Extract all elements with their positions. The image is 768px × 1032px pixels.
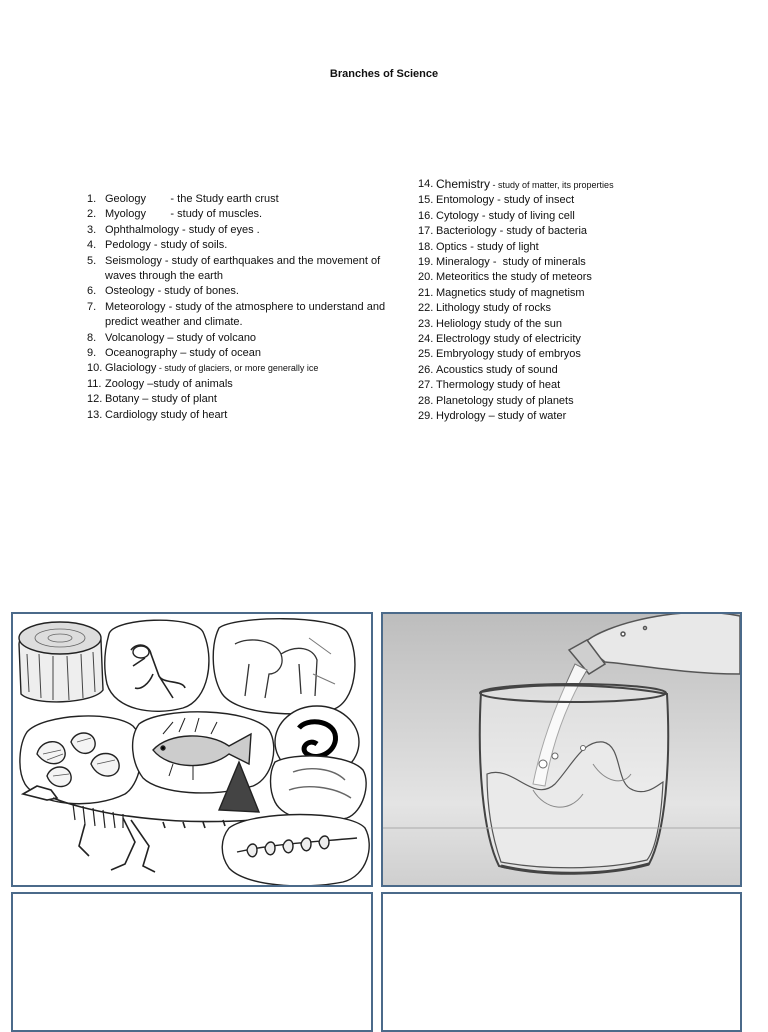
- item-desc: - the Study earth crust: [145, 193, 279, 205]
- item-desc: - study of bacteria: [496, 225, 588, 238]
- list-item: [418, 394, 738, 409]
- item-desc: study of magnetism: [486, 286, 585, 299]
- dinosaur-skeleton: [23, 786, 253, 872]
- item-term: Thermology: [436, 379, 495, 392]
- item-desc: study of sound: [483, 363, 558, 376]
- list-item: [418, 270, 738, 285]
- item-number: 16.: [418, 209, 434, 222]
- item-desc: – study of plant: [139, 393, 217, 406]
- list-item: [418, 378, 738, 393]
- item-number: 20.: [418, 271, 434, 284]
- item-desc: - study of muscles.: [145, 208, 263, 221]
- item-number: 13.: [87, 408, 103, 421]
- item-term: Ophthalmology: [105, 223, 179, 236]
- item-desc: study of the sun: [481, 317, 562, 330]
- item-term: Entomology: [436, 194, 495, 207]
- item-term: Myology: [105, 208, 146, 221]
- list-item: [418, 177, 738, 193]
- item-number: 24.: [418, 333, 434, 346]
- list-item: [418, 317, 738, 332]
- list-item: [418, 255, 738, 270]
- item-number: 22.: [418, 302, 434, 315]
- frog-fossil-rock: [105, 620, 209, 711]
- list-item: [87, 284, 387, 299]
- item-term: Meteoritics: [436, 271, 490, 284]
- item-number: 4.: [87, 239, 97, 252]
- list-item: [87, 254, 387, 285]
- item-number: 10.: [87, 362, 103, 375]
- item-term: Botany: [105, 393, 140, 406]
- horse-fossil-rock: [213, 619, 355, 714]
- item-term: Optics: [436, 240, 468, 253]
- item-term: Cardiology: [105, 408, 158, 421]
- list-item: [87, 207, 387, 222]
- item-desc: study of planets: [493, 394, 574, 407]
- list-item: [87, 408, 387, 423]
- item-number: 28.: [418, 394, 434, 407]
- item-desc: - study of glaciers, or more generally ice: [156, 363, 319, 374]
- item-desc: –study of animals: [144, 377, 233, 390]
- list-item: [87, 392, 387, 407]
- list-item: [418, 347, 738, 362]
- item-desc: study of rocks: [480, 302, 551, 315]
- item-number: 3.: [87, 223, 97, 236]
- item-term: Volcanology: [105, 331, 165, 344]
- item-desc: – study of ocean: [177, 347, 261, 360]
- branches-list-right: [418, 177, 738, 425]
- list-item: [87, 346, 387, 361]
- item-number: 5.: [87, 254, 97, 267]
- item-desc: - study of matter, its properties: [490, 180, 614, 190]
- item-term: Lithology: [436, 302, 481, 315]
- item-term: Oceanography: [105, 347, 178, 360]
- item-desc: – study of water: [485, 410, 567, 423]
- list-item: [418, 193, 738, 208]
- item-term: Bacteriology: [436, 225, 497, 238]
- list-item: [418, 240, 738, 255]
- item-term: Pedology: [105, 239, 151, 252]
- item-number: 8.: [87, 331, 97, 344]
- item-term: Seismology: [105, 254, 162, 267]
- list-item: [418, 209, 738, 224]
- item-number: 17.: [418, 225, 434, 238]
- item-number: 25.: [418, 348, 434, 361]
- fern-fossil-rock: [222, 815, 369, 886]
- item-desc: - study of insect: [494, 194, 575, 207]
- item-number: 26.: [418, 363, 434, 376]
- blank-frame-right: [381, 892, 742, 1032]
- item-term: Heliology: [436, 317, 482, 330]
- list-item: [418, 409, 738, 424]
- fossils-illustration: [13, 614, 371, 885]
- list-item: [87, 223, 387, 238]
- list-item: [87, 300, 387, 331]
- branches-list-left: [87, 192, 387, 423]
- item-number: 2.: [87, 208, 97, 221]
- item-desc: study of heart: [157, 408, 228, 421]
- fossils-illustration-frame: [11, 612, 373, 887]
- fish-fossil-rock: [133, 712, 274, 793]
- item-desc: - study of earthquakes and the movement of waves through the earth: [105, 254, 381, 283]
- item-term: Electrology: [436, 333, 491, 346]
- item-number: 7.: [87, 300, 97, 313]
- item-term: Zoology: [105, 377, 145, 390]
- item-number: 19.: [418, 256, 434, 269]
- item-term: Meteorology: [105, 300, 166, 313]
- item-desc: - study of soils.: [150, 239, 228, 252]
- item-number: 12.: [87, 393, 103, 406]
- item-term: Osteology: [105, 285, 155, 298]
- item-term: Mineralogy: [436, 256, 490, 269]
- item-desc: - study of eyes .: [179, 223, 260, 236]
- blank-frame-left: [11, 892, 373, 1032]
- page-title: Branches of Science: [329, 68, 439, 80]
- item-term: Hydrology: [436, 410, 486, 423]
- shark-tooth-rock: [219, 756, 366, 821]
- item-number: 11.: [87, 377, 102, 390]
- item-term: Planetology: [436, 394, 494, 407]
- item-term: Geology: [105, 193, 146, 205]
- item-desc: - study of living cell: [478, 209, 575, 222]
- item-desc: the study of meteors: [489, 271, 592, 284]
- list-item: [87, 192, 387, 207]
- item-number: 14.: [418, 178, 434, 190]
- item-desc: – study of volcano: [164, 331, 257, 344]
- item-desc: - study of light: [467, 240, 539, 253]
- item-number: 9.: [87, 347, 97, 360]
- item-number: 15.: [418, 194, 434, 207]
- item-number: 18.: [418, 240, 434, 253]
- item-term: Acoustics: [436, 363, 484, 376]
- list-item: [418, 363, 738, 378]
- item-desc: - study of the atmosphere to understand and predict weather and climate.: [105, 300, 386, 329]
- petrified-stump: [19, 622, 103, 702]
- item-desc: - study of bones.: [154, 285, 239, 298]
- water-pouring-illustration-frame: [381, 612, 742, 887]
- water-glass-illustration: [383, 614, 740, 885]
- item-term: Cytology: [436, 209, 479, 222]
- list-item: [418, 286, 738, 301]
- item-number: 1.: [87, 193, 97, 205]
- list-item: [418, 332, 738, 347]
- item-term: Glaciology: [105, 362, 157, 375]
- item-number: 27.: [418, 379, 434, 392]
- list-item: [87, 377, 387, 392]
- list-item: [87, 331, 387, 346]
- list-item: [418, 224, 738, 239]
- item-number: 23.: [418, 317, 434, 330]
- item-desc: study of heat: [494, 379, 561, 392]
- item-term: Chemistry: [436, 177, 491, 191]
- list-item: [87, 361, 387, 376]
- list-item: [87, 238, 387, 253]
- item-term: Magnetics: [436, 286, 487, 299]
- item-number: 21.: [418, 286, 434, 299]
- item-desc: study of embryos: [494, 348, 581, 361]
- item-number: 29.: [418, 410, 434, 423]
- item-desc: - study of minerals: [489, 256, 586, 269]
- item-term: Embryology: [436, 348, 495, 361]
- item-number: 6.: [87, 285, 97, 298]
- list-item: [418, 301, 738, 316]
- item-desc: study of electricity: [490, 333, 581, 346]
